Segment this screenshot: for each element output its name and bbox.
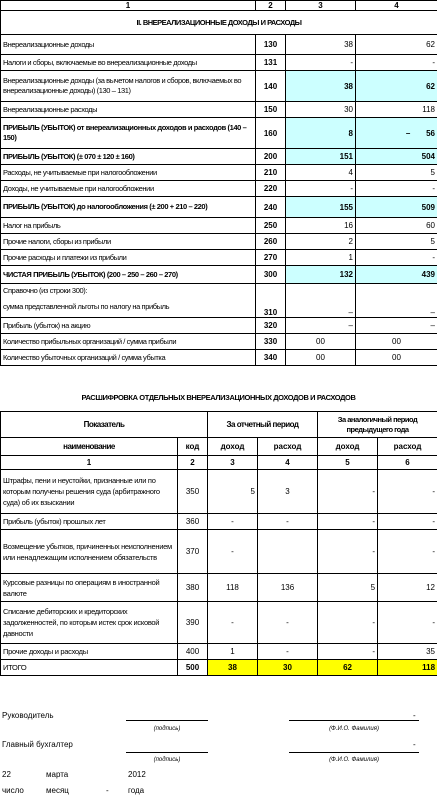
row-name: ПРИБЫЛЬ (УБЫТОК) (± 070 ± 120 ± 160): [1, 149, 256, 165]
row-code: 140: [256, 71, 286, 102]
current-value: 2: [286, 234, 356, 250]
current-value: -: [286, 181, 356, 197]
current-expense: 30: [258, 660, 318, 676]
current-value: 38: [286, 71, 356, 102]
table-row: [1, 197, 437, 218]
previous-value: 509: [356, 197, 437, 218]
reference-label: Справочно (из строки 300):: [3, 286, 88, 295]
head-dash: -: [413, 711, 416, 720]
head-signature-line: [126, 720, 208, 721]
current-value: 16: [286, 218, 356, 234]
year-dash: -: [106, 786, 109, 795]
row-name: Налоги и сборы, включаемые во внереализационные доходы: [1, 55, 256, 71]
row-code: 160: [256, 118, 286, 149]
row-name: ПРИБЫЛЬ (УБЫТОК) до налогообложения (± 200 + 210 – 220): [1, 197, 256, 218]
row-name: Количество прибыльных организаций / сумма прибыли: [1, 334, 256, 350]
income-header: доход: [208, 438, 258, 456]
name-header: наименование: [1, 438, 178, 456]
current-income: 1: [208, 644, 258, 660]
row-name: [1, 284, 256, 318]
chief-accountant-label: Главный бухгалтер: [2, 740, 73, 749]
previous-expense: -: [378, 602, 437, 644]
previous-value: 00: [356, 350, 437, 366]
chief-dash: -: [413, 740, 416, 749]
signature-caption: (подпись): [153, 726, 181, 732]
current-income: 5: [208, 470, 258, 514]
current-value: 30: [286, 102, 356, 118]
row-code: 150: [256, 102, 286, 118]
head-label: Руководитель: [2, 711, 54, 720]
row-name: Прибыль (убыток) на акцию: [1, 318, 256, 334]
previous-value: 00: [356, 334, 437, 350]
code-header: код: [178, 438, 208, 456]
total-label: ИТОГО: [1, 660, 178, 676]
chief-name-line: [289, 752, 419, 753]
col-number: 3: [208, 456, 258, 470]
current-income: 118: [208, 574, 258, 602]
income-header: доход: [318, 438, 378, 456]
previous-income: -: [318, 530, 378, 574]
row-name: Внереализационные доходы: [1, 35, 256, 55]
row-code: 320: [256, 318, 286, 334]
table-row: [1, 250, 437, 266]
table-row: [1, 284, 437, 318]
previous-period-header: За аналогичный период предыдущего года: [318, 412, 437, 438]
indicator-header: Показатель: [1, 412, 208, 438]
row-name: Штрафы, пени и неустойки, признанные или по которым получены решения суда (арбитражного суда) об их взыскании: [1, 470, 178, 514]
previous-value: 504: [356, 149, 437, 165]
year-caption: года: [128, 786, 145, 795]
current-income: 38: [208, 660, 258, 676]
current-value: 132: [286, 266, 356, 284]
table-row: [1, 514, 437, 530]
col-number: 3: [286, 1, 356, 11]
row-code: 131: [256, 55, 286, 71]
row-code: 370: [178, 530, 208, 574]
col-number: 4: [258, 456, 318, 470]
row-name: Расходы, не учитываемые при налогообложении: [1, 165, 256, 181]
row-code: 270: [256, 250, 286, 266]
row-code: 350: [178, 470, 208, 514]
current-value: 38: [286, 35, 356, 55]
row-code: 240: [256, 197, 286, 218]
current-value: 8: [286, 118, 356, 149]
previous-expense: 118: [378, 660, 437, 676]
table-row: [1, 71, 437, 102]
table-row: [1, 165, 437, 181]
col-number: 2: [178, 456, 208, 470]
current-value: –: [286, 284, 356, 318]
table-row: [1, 602, 437, 644]
current-value: –: [286, 318, 356, 334]
previous-expense: 35: [378, 644, 437, 660]
row-name: Количество убыточных организаций / сумма убытка: [1, 350, 256, 366]
previous-expense: -: [378, 530, 437, 574]
row-name: Списание дебиторских и кредиторских задолженностей, по которым истек срок исковой давности: [1, 602, 178, 644]
table-row: [1, 234, 437, 250]
table-row: [1, 318, 437, 334]
date-year: 2012: [128, 770, 146, 779]
previous-income: 5: [318, 574, 378, 602]
previous-income: -: [318, 514, 378, 530]
column-number-row: [1, 1, 437, 11]
current-value: -: [286, 55, 356, 71]
previous-value: 118: [356, 102, 437, 118]
previous-value: 5: [356, 234, 437, 250]
previous-value: 62: [356, 71, 437, 102]
current-period-header: За отчетный период: [208, 412, 318, 438]
column-number-row: [1, 456, 437, 470]
previous-expense: 12: [378, 574, 437, 602]
current-value: 151: [286, 149, 356, 165]
subheader-row: [1, 438, 437, 456]
row-code: 250: [256, 218, 286, 234]
previous-expense: -: [378, 470, 437, 514]
income-expense-table: [0, 0, 437, 366]
section-title: II. ВНЕРЕАЛИЗАЦИОННЫЕ ДОХОДЫ И РАСХОДЫ: [1, 11, 437, 35]
current-expense: [258, 530, 318, 574]
row-name: ПРИБЫЛЬ (УБЫТОК) от внереализационных доходов и расходов (140 – 150): [1, 118, 256, 149]
previous-income: 62: [318, 660, 378, 676]
previous-value: 60: [356, 218, 437, 234]
current-income: -: [208, 514, 258, 530]
current-value: 4: [286, 165, 356, 181]
col-number: 6: [378, 456, 437, 470]
row-code: 210: [256, 165, 286, 181]
date-day: 22: [2, 770, 11, 779]
row-code: 360: [178, 514, 208, 530]
previous-value: –: [356, 284, 437, 318]
name-caption: (Ф.И.О. Фамилия): [329, 757, 379, 763]
row-name: Прочие доходы и расходы: [1, 644, 178, 660]
row-name: Прибыль (убыток) прошлых лет: [1, 514, 178, 530]
row-name: Внереализационные доходы (за вычетом налогов и сборов, включаемых во внереализационные доходы) (130 – 131): [1, 71, 256, 102]
table-row: [1, 530, 437, 574]
previous-value: -: [356, 181, 437, 197]
previous-value: –: [356, 318, 437, 334]
table-row: [1, 181, 437, 197]
row-code: 260: [256, 234, 286, 250]
reference-text: сумма представленной льготы по налогу на прибыль: [3, 302, 170, 311]
previous-amount: 56: [426, 128, 435, 138]
col-number: 5: [318, 456, 378, 470]
row-code: 340: [256, 350, 286, 366]
row-code: 130: [256, 35, 286, 55]
day-caption: число: [2, 786, 24, 795]
row-code: 200: [256, 149, 286, 165]
table-row: [1, 350, 437, 366]
table-row: [1, 266, 437, 284]
row-code: 310: [256, 284, 286, 318]
current-value: 00: [286, 350, 356, 366]
row-name: Налог на прибыль: [1, 218, 256, 234]
row-code: 330: [256, 334, 286, 350]
total-row: [1, 660, 437, 676]
expense-header: расход: [258, 438, 318, 456]
previous-value: -: [356, 250, 437, 266]
row-name: Внереализационные расходы: [1, 102, 256, 118]
col-number: 4: [356, 1, 437, 11]
negative-sign: –: [405, 128, 411, 138]
col-number: 1: [1, 1, 256, 11]
row-name: Прочие расходы и платежи из прибыли: [1, 250, 256, 266]
current-value: 155: [286, 197, 356, 218]
breakdown-title: РАСШИФРОВКА ОТДЕЛЬНЫХ ВНЕРЕАЛИЗАЦИОННЫХ ДОХОДОВ И РАСХОДОВ: [81, 393, 356, 402]
table-row: [1, 118, 437, 149]
current-expense: 3: [258, 470, 318, 514]
previous-value: 62: [356, 35, 437, 55]
previous-value: 5: [356, 165, 437, 181]
table-row: [1, 35, 437, 55]
current-expense: 136: [258, 574, 318, 602]
row-code: 300: [256, 266, 286, 284]
current-expense: -: [258, 514, 318, 530]
name-caption: (Ф.И.О. Фамилия): [329, 726, 379, 732]
table-row: [1, 470, 437, 514]
header-row: [1, 412, 437, 438]
previous-income: -: [318, 470, 378, 514]
current-expense: -: [258, 602, 318, 644]
col-number: 2: [256, 1, 286, 11]
month-caption: месяц: [46, 786, 69, 795]
row-name: Курсовые разницы по операциям в иностранной валюте: [1, 574, 178, 602]
breakdown-table: [0, 411, 437, 676]
head-name-line: [289, 720, 419, 721]
current-expense: -: [258, 644, 318, 660]
row-name: Доходы, не учитываемые при налогообложении: [1, 181, 256, 197]
section-title-row: [1, 11, 437, 35]
table-row: [1, 334, 437, 350]
previous-value: -: [356, 55, 437, 71]
table-row: [1, 574, 437, 602]
row-code: 500: [178, 660, 208, 676]
table-row: [1, 644, 437, 660]
previous-income: -: [318, 644, 378, 660]
date-month: марта: [46, 770, 69, 779]
previous-value: [356, 118, 437, 149]
current-income: -: [208, 530, 258, 574]
table-row: [1, 55, 437, 71]
row-code: 380: [178, 574, 208, 602]
row-code: 390: [178, 602, 208, 644]
previous-expense: -: [378, 514, 437, 530]
row-name: ЧИСТАЯ ПРИБЫЛЬ (УБЫТОК) (200 – 250 – 260 – 270): [1, 266, 256, 284]
table-row: [1, 149, 437, 165]
col-number: 1: [1, 456, 178, 470]
previous-value: 439: [356, 266, 437, 284]
current-income: -: [208, 602, 258, 644]
row-name: Возмещение убытков, причиненных неисполнением или ненадлежащим исполнением обязательств: [1, 530, 178, 574]
previous-income: -: [318, 602, 378, 644]
row-name: Прочие налоги, сборы из прибыли: [1, 234, 256, 250]
table-row: [1, 218, 437, 234]
signature-caption: (подпись): [153, 757, 181, 763]
table-row: [1, 102, 437, 118]
row-code: 400: [178, 644, 208, 660]
current-value: 1: [286, 250, 356, 266]
current-value: 00: [286, 334, 356, 350]
chief-signature-line: [126, 752, 208, 753]
row-code: 220: [256, 181, 286, 197]
expense-header: расход: [378, 438, 437, 456]
